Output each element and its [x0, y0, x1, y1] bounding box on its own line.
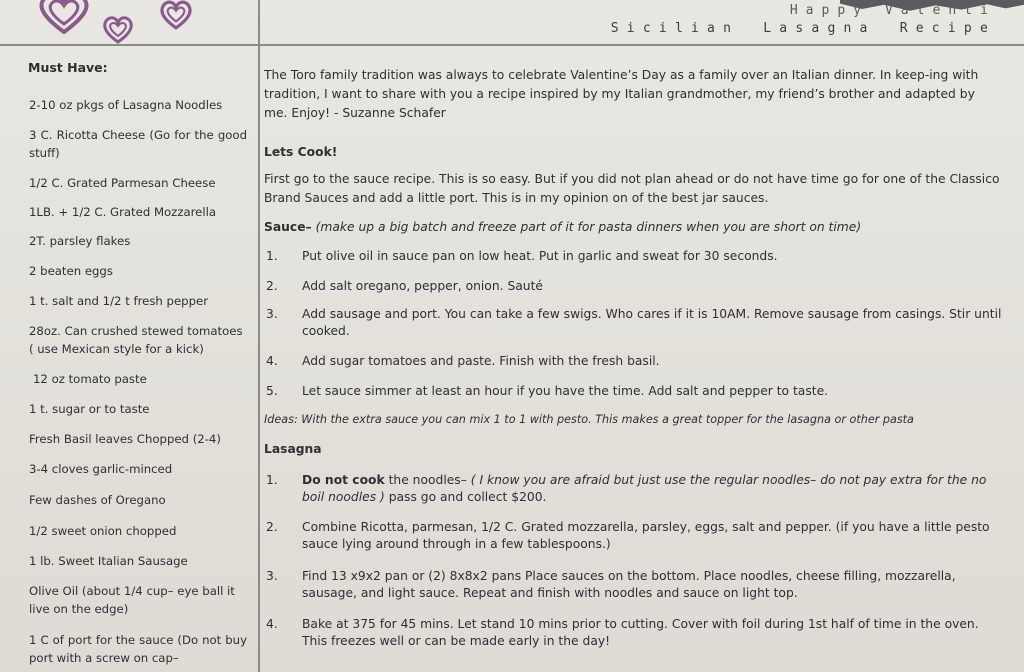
lets-cook-paragraph: First go to the sauce recipe. This is so easy. But if you did not plan ahead or do not have time go for one of the Classico Brand Sauces and add a little port. This is in my opinion on of the best jar sauces.: [264, 172, 1000, 205]
step-text: Find 13 x9x2 pan or (2) 8x8x2 pans Place sauces on the bottom. Place noodles, cheese filling, mozzarella, sausage, and light sauce. Repeat and finish with noodles and sauce on light top.: [302, 569, 956, 600]
step-text: Add salt oregano, pepper, onion. Sauté: [302, 279, 543, 293]
step-italic-text: ( I know you are afraid but just use the regular noodles– do not pay extra for the no boil noodles ): [302, 473, 987, 504]
intro-paragraph: The Toro family tradition was always to celebrate Valentine’s Day as a family over an Italian dinner. In keep-ing with tradition, I want to share with you a recipe inspired by my Italian grandmother, my friend’s brother and adapted by me. Enjoy! - Suzanne Schafer: [264, 68, 979, 120]
ingredient-item: 3-4 cloves garlic-minced: [29, 462, 173, 476]
ingredient-item: 2-10 oz pkgs of Lasagna Noodles: [29, 98, 223, 112]
header-title-line1: H a p p y V a l e n t i: [789, 3, 988, 18]
heart-icon: [101, 14, 135, 44]
step-plain-text: the noodles–: [384, 473, 471, 487]
column-divider: [258, 0, 260, 672]
ingredient-item: 1LB. + 1/2 C. Grated Mozzarella: [29, 205, 217, 219]
directions-column: [262, 46, 1024, 672]
ingredient-item: 1 lb. Sweet Italian Sausage: [29, 554, 188, 568]
ingredient-item: Fresh Basil leaves Chopped (2-4): [29, 432, 221, 446]
step-tail-text: pass go and collect $200.: [384, 490, 547, 504]
step-number: 2.: [266, 279, 278, 293]
header-title-line2: S i c i l i a n L a s a g n a R e c i p e: [610, 21, 988, 36]
step-number: 3.: [266, 569, 278, 583]
ingredient-item: 1 t. salt and 1/2 t fresh pepper: [29, 294, 208, 308]
sauce-heading: [264, 218, 1002, 237]
sauce-label: Sauce–: [264, 220, 312, 234]
step-text: Put olive oil in sauce pan on low heat. Put in garlic and sweat for 30 seconds.: [302, 249, 778, 263]
step-number: 1.: [266, 473, 278, 487]
ingredient-item: 2T. parsley flakes: [29, 234, 131, 248]
ingredient-item: 1 C of port for the sauce (Do not buy port with a screw on cap–: [29, 633, 247, 665]
ingredient-item: 3 C. Ricotta Cheese (Go for the good stuff): [29, 128, 247, 160]
step-number: 2.: [266, 520, 278, 534]
step-bold-text: Do not cook: [302, 473, 385, 487]
step-number: 3.: [266, 307, 278, 321]
step-text: Add sausage and port. You can take a few swigs. Who cares if it is 10AM. Remove sausage from casings. Stir until cooked.: [302, 307, 1002, 338]
step-text: Combine Ricotta, parmesan, 1/2 C. Grated mozzarella, parsley, eggs, salt and pepper. (if you have a little pesto sauce lying around through in a few tablespoons.): [302, 520, 990, 551]
ingredient-item: 12 oz tomato paste: [33, 372, 147, 386]
step-number: 4.: [266, 354, 278, 368]
step-number: 5.: [266, 384, 278, 398]
lets-cook-heading: Lets Cook!: [264, 145, 338, 159]
ingredient-item: 1/2 C. Grated Parmesan Cheese: [29, 176, 216, 190]
heart-icon: [36, 0, 92, 34]
lasagna-heading: Lasagna: [264, 442, 322, 456]
sauce-ideas: Ideas: With the extra sauce you can mix 1 to 1 with pesto. This makes a great topper for the lasagna or other pasta: [264, 413, 914, 426]
step-text: [302, 472, 1002, 506]
step-text: Add sugar tomatoes and paste. Finish with the fresh basil.: [302, 354, 660, 368]
ingredient-item: 1/2 sweet onion chopped: [29, 524, 177, 538]
step-number: 1.: [266, 249, 278, 263]
step-number: 4.: [266, 617, 278, 631]
ingredient-item: 2 beaten eggs: [29, 264, 113, 278]
ingredients-heading: Must Have:: [28, 60, 108, 75]
ingredient-item: 28oz. Can crushed stewed tomatoes ( use Mexican style for a kick): [29, 324, 243, 356]
ingredient-item: 1 t. sugar or to taste: [29, 402, 150, 416]
ingredients-column: [0, 46, 258, 672]
step-text: Let sauce simmer at least an hour if you have the time. Add salt and pepper to taste.: [302, 384, 829, 398]
sauce-note: (make up a big batch and freeze part of it for pasta dinners when you are short on time): [311, 220, 862, 234]
ingredient-item: Few dashes of Oregano: [29, 493, 166, 507]
step-text: Bake at 375 for 45 mins. Let stand 10 mins prior to cutting. Cover with foil during 1st half of time in the oven. This freezes well or can be made early in the day!: [302, 617, 979, 648]
ingredient-item: Olive Oil (about 1/4 cup– eye ball it live on the edge): [29, 584, 235, 616]
hearts-decoration: [0, 0, 258, 44]
heart-icon: [158, 0, 194, 30]
